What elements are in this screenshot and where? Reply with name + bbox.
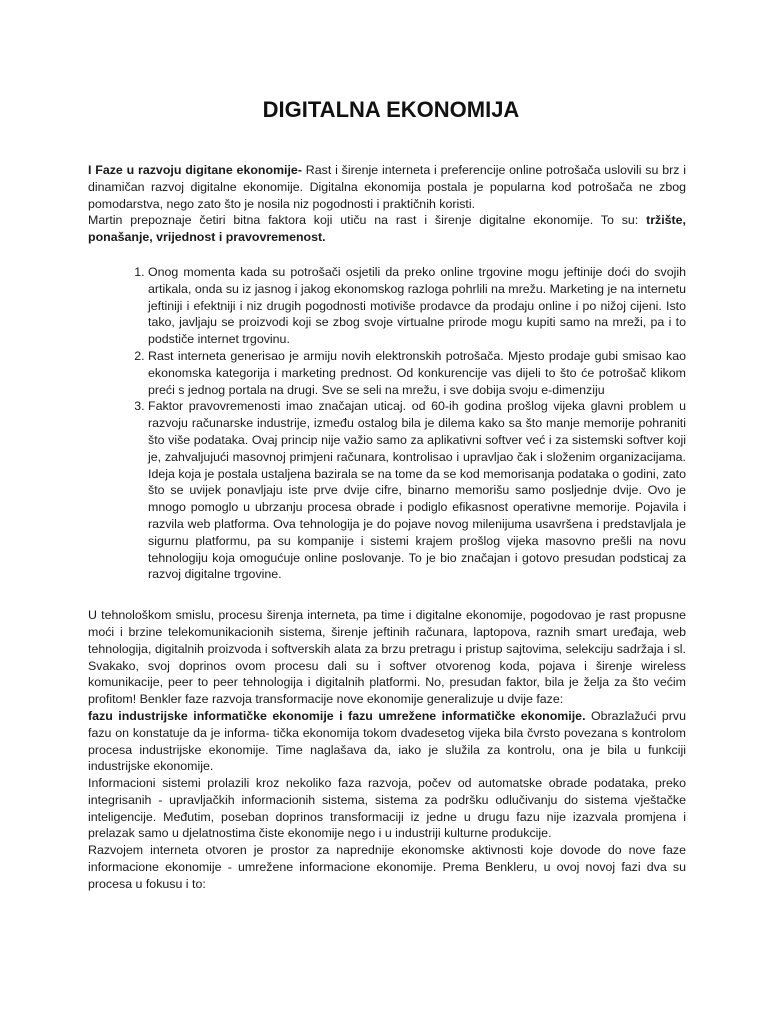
list-item: 3. Faktor pravovremenosti imao značajan uticaj. od 60-ih godina prošlog vijeka glavni problem u razvoju računarske industrije, između ostalog bila je dilema kako sa što manje memorije pohraniti što više podataka. Ovaj princip nije važio samo za aplikativni softver već i za sistemski softver koji je, zahvaljujući masovnoj primjeni računara, kontrolisao i upravljao čak i složenim organizacijama. Ideja koja je postala ustaljena bazirala se na tome da se kod memorisanja podataka o godini, zato što se uvijek ponavljaju iste prve dvije cifre, binarno memorišu samo posljednje dvije. Ovo je mnogo pomoglo u ubrzanju procesa obrade i podiglo efikasnost operativne memorije. Pojavila i razvila web platforma. Ova tehnologija je do pojave novog milenijuma usavršena i predstavljala je sigurnu platformu, pa su kompanije i sistemi krajem prošlog vijeka masovno prešli na novu tehnologiju koja omogućuje online poslovanje. To je bio značajan i gotovo presudan podsticaj za razvoj digitalne trgovine. — [148, 398, 686, 583]
martin-factors-bold: tržište, ponašanje, vrijednost i pravovremenost. — [88, 213, 686, 245]
internet-paragraph: Razvojem interneta otvoren je prostor za naprednije ekonomske aktivnosti koje dovode do nove faze informacione ekonomije - umrežene informacione ekonomije. Prema Benkleru, u ovoj novoj fazi dva su procesa u fokusu i to: — [88, 843, 686, 891]
phases-text: Obrazlažući prvu fazu on konstatuje da je informa- tička ekonomija tokom dvadesetog vijeka bila čvrsto povezana s kontrolom procesa industrijske ekonomije. Time naglašava da, iako je služila za kontrolu, ona je bila u funkciji industrijske ekonomije. — [88, 708, 686, 774]
intro-paragraph — [88, 162, 686, 212]
document-title: DIGITALNA EKONOMIJA — [262, 97, 520, 122]
factors-list — [88, 264, 686, 583]
intro-lead-heading: I Faze u razvoju digitane ekonomije- — [88, 163, 302, 177]
phases-bold: fazu industrijske informatičke ekonomije i fazu umrežene informatičke ekonomije. — [88, 708, 586, 723]
tech-paragraph: U tehnološkom smislu, procesu širenja interneta, pa time i digitalne ekonomije, pogodovao je rast propusne moći i brzine telekomunikacionih sistema, širenje jeftinih računara, laptopova, raznih smart uređaja, web tehnologija, digitalnih proizvoda i softverskih alata za brzu pretragu i pristup sajtovima, selekciju sadržaja i sl. Svakako, svoj doprinos ovom procesu dali su i softver otvorenog koda, pojava i širenje wireless komunikacije, peer to peer tehnologija i digitalnih platformi. No, presudan faktor, bila je želja za što većim profitom! Benkler faze razvoja transformacije nove ekonomije generalizuje u dvije faze: — [88, 608, 686, 707]
martin-paragraph — [88, 212, 686, 246]
info-systems-paragraph: Informacioni sistemi prolazili kroz nekoliko faza razvoja, počev od automatske obrade podataka, preko integrisanih - upravljačkih informacionih sistema, sistema za podršku odlučivanju do sistema vještačke inteligencije. Međutim, poseban doprinos transformaciji iz jedne u drugu fazu nije izazvala promjena i prelazak samo u djelatnostima čiste ekonomije nego i u industriji kulturne produkcije. — [88, 776, 686, 841]
list-item: 1. Onog momenta kada su potrošači osjetili da preko online trgovine mogu jeftinije doći do svojih artikala, onda su iz jasnog i jakog ekonomskog razloga pohrlili na mrežu. Marketing je na internetu jeftiniji i efektniji i niz drugih pogodnosti motiviše prodavce da prodaju online i po nižoj cijeni. Isto tako, javljaju se proizvodi koji se zbog svoje virtualne prirode mogu kupiti samo na mreži, pa i to podstiče internet trgovinu. — [148, 264, 686, 348]
list-item: 2. Rast interneta generisao je armiju novih elektronskih potrošača. Mjesto prodaje gubi smisao kao ekonomska kategorija i marketing prednost. Od konkurencije vas dijeli to što će potrošač klikom preći s jednog portala na drugi. Sve se seli na mrežu, i sve dobija svoju e-dimenziju — [148, 348, 686, 398]
intro-lead-text: Rast i širenje interneta i preferencije online potrošača uslovili su brz i dinamičan razvoj digitalne ekonomije. Digitalna ekonomija postala je popularna kod potrošača ne zbog pomodarstva, nego zato što je nosila niz pogodnosti i praktičnih koristi. — [88, 163, 686, 211]
martin-text: Martin prepoznaje četiri bitna faktora koji utiču na rast i širenje digitalne ekonomije. To su: — [88, 213, 647, 228]
phases-paragraph — [88, 708, 686, 775]
